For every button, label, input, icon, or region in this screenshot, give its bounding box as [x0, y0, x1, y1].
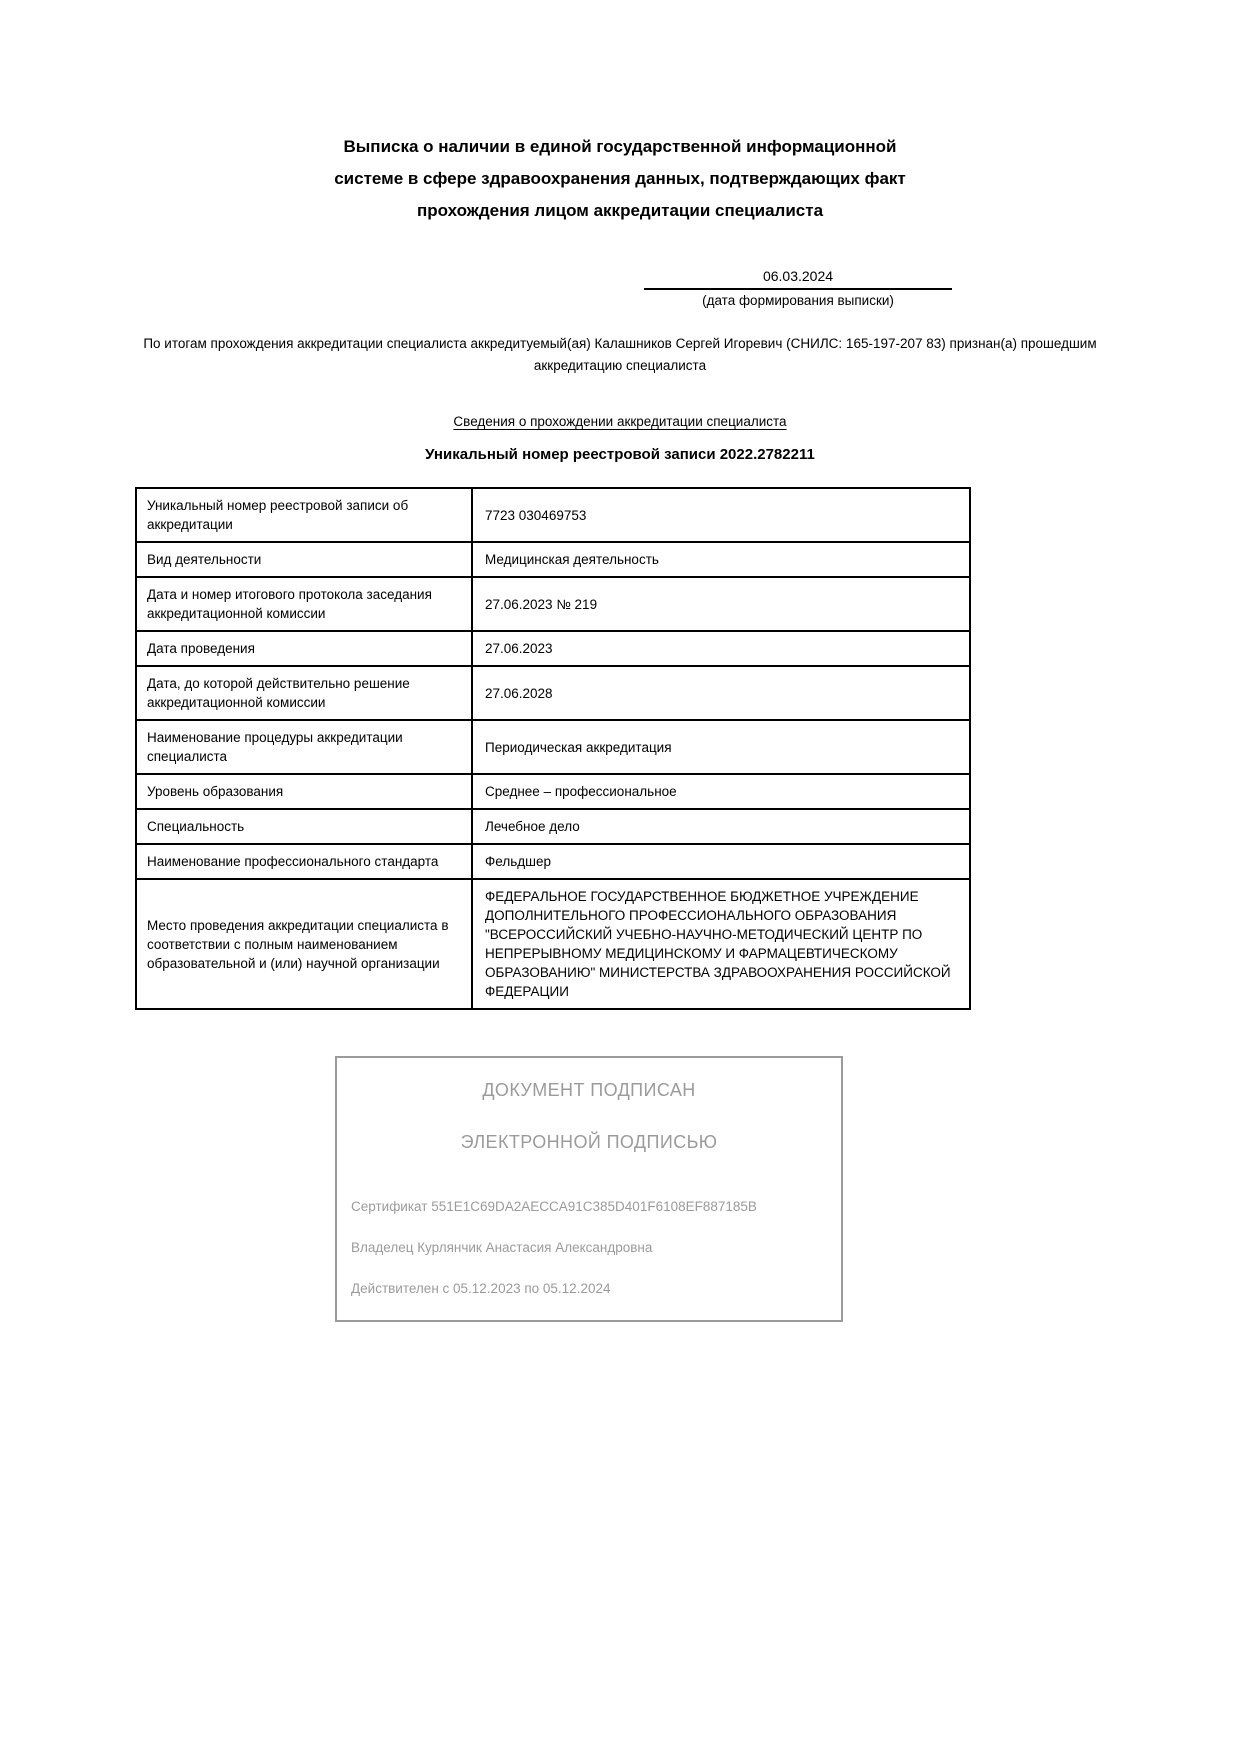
- section-heading: Сведения о прохождении аккредитации специалиста: [453, 414, 787, 429]
- row-label: Уникальный номер реестровой записи об аккредитации: [136, 488, 472, 542]
- row-label: Место проведения аккредитации специалиста в соответствии с полным наименованием образовательной и (или) научной организации: [136, 879, 472, 1009]
- row-value: Среднее – профессиональное: [472, 774, 970, 809]
- title-line: системе в сфере здравоохранения данных, подтверждающих факт: [334, 169, 906, 188]
- document-title: [0, 0, 1240, 227]
- validity-line: Действителен с 05.12.2023 по 05.12.2024: [351, 1281, 611, 1296]
- row-value: 7723 030469753: [472, 488, 970, 542]
- row-value: ФЕДЕРАЛЬНОЕ ГОСУДАРСТВЕННОЕ БЮДЖЕТНОЕ УЧРЕЖДЕНИЕ ДОПОЛНИТЕЛЬНОГО ПРОФЕССИОНАЛЬНОГО ОБРАЗОВАНИЯ "ВСЕРОССИЙСКИЙ УЧЕБНО-НАУЧНО-МЕТОДИЧЕСКИЙ ЦЕНТР ПО НЕПРЕРЫВНОМУ МЕДИЦИНСКОМУ И ФАРМАЦЕВТИЧЕСКОМУ ОБРАЗОВАНИЮ" МИНИСТЕРСТВА ЗДРАВООХРАНЕНИЯ РОССИЙСКОЙ ФЕДЕРАЦИИ: [472, 879, 970, 1009]
- accreditation-table: [135, 487, 971, 1010]
- table-row: [136, 774, 970, 809]
- table-row: [136, 844, 970, 879]
- extract-date-block: [644, 268, 952, 308]
- title-line: прохождения лицом аккредитации специалиста: [416, 201, 824, 220]
- table-row: [136, 666, 970, 720]
- row-value: Фельдшер: [472, 844, 970, 879]
- row-label: Вид деятельности: [136, 542, 472, 577]
- table-row: [136, 809, 970, 844]
- row-label: Дата, до которой действительно решение аккредитационной комиссии: [136, 666, 472, 720]
- signature-details: [351, 1199, 827, 1296]
- certificate-line: Сертификат 551E1C69DA2AECCA91C385D401F6108EF887185B: [351, 1199, 757, 1214]
- row-label: Уровень образования: [136, 774, 472, 809]
- row-value: Медицинская деятельность: [472, 542, 970, 577]
- row-label: Дата проведения: [136, 631, 472, 666]
- digital-signature-stamp: [335, 1056, 843, 1322]
- extract-date-caption: (дата формирования выписки): [702, 293, 894, 308]
- intro-paragraph: По итогам прохождения аккредитации специалиста аккредитуемый(ая) Калашников Сергей Игоревич (СНИЛС: 165-197-207 83) признан(а) прошедшим аккредитацию специалиста: [143, 336, 1097, 373]
- title-line: Выписка о наличии в единой государственной информационной: [343, 137, 897, 156]
- row-label: Наименование процедуры аккредитации специалиста: [136, 720, 472, 774]
- extract-date: 06.03.2024: [644, 268, 952, 290]
- row-label: Специальность: [136, 809, 472, 844]
- row-value: 27.06.2028: [472, 666, 970, 720]
- row-value: Периодическая аккредитация: [472, 720, 970, 774]
- owner-line: Владелец Курлянчик Анастасия Александровна: [351, 1240, 653, 1255]
- signature-title-line-1: ДОКУМЕНТ ПОДПИСАН: [482, 1080, 696, 1100]
- row-label: Наименование профессионального стандарта: [136, 844, 472, 879]
- row-value: Лечебное дело: [472, 809, 970, 844]
- row-value: 27.06.2023: [472, 631, 970, 666]
- table-row: [136, 577, 970, 631]
- signature-title-line-2: ЭЛЕКТРОННОЙ ПОДПИСЬЮ: [460, 1132, 718, 1152]
- table-row: [136, 542, 970, 577]
- row-value: 27.06.2023 № 219: [472, 577, 970, 631]
- row-label: Дата и номер итогового протокола заседания аккредитационной комиссии: [136, 577, 472, 631]
- table-row: [136, 879, 970, 1009]
- registry-number-heading: Уникальный номер реестровой записи 2022.2782211: [425, 446, 815, 463]
- table-row: [136, 488, 970, 542]
- table-row: [136, 720, 970, 774]
- table-row: [136, 631, 970, 666]
